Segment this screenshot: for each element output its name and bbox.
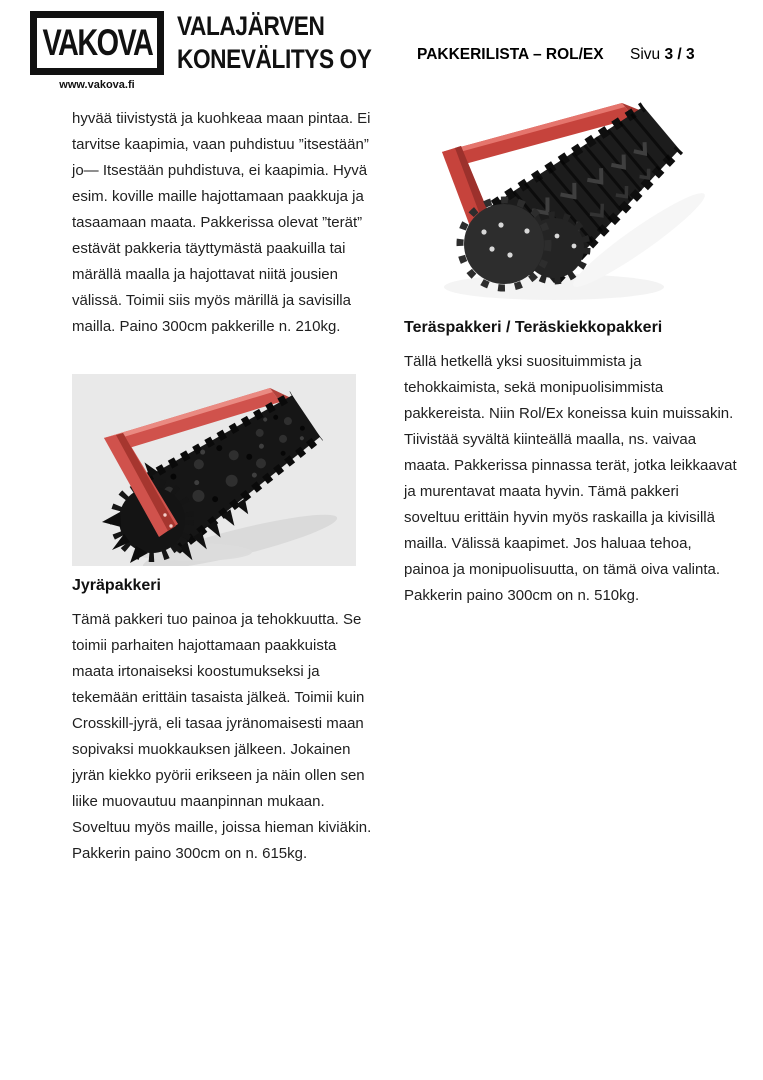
logo-website-url: www.vakova.fi [59, 79, 135, 91]
company-name [177, 10, 371, 76]
document-title: PAKKERILISTA – ROL/EX [417, 46, 604, 63]
company-name-line2: KONEVÄLITYS OY [177, 44, 372, 74]
page-indicator [630, 46, 695, 64]
teraspakkeri-photo-graphic [404, 95, 732, 310]
jyrapakkeri-photo [72, 374, 356, 566]
jyrapakkeri-paragraph: Tämä pakkeri tuo painoa ja tehokkuutta. Se toimii parhaiten hajottamaan paakkuista maata irtonaiseksi koostumukseksi ja tekemään erittäin tasaista jälkeä. Toimii kuin Crosskill-jyrä, eli tasaa jyränomaisesti maan sopivaksi muokkauksen jälkeen. Jokainen jyrän kiekko pyörii erikseen ja näin ollen sen liike muovautuu maanpinnan mukaan. Soveltuu myös maille, joissa hieman kiviäkin. Pakkerin paino 300cm on n. 615kg. [72, 611, 372, 862]
vakova-logo-text: VAKOVA [42, 22, 152, 63]
section-heading-jyrapakkeri: Jyräpakkeri [72, 577, 161, 594]
vakova-logo [30, 11, 164, 75]
teraspakkeri-photo [404, 95, 732, 310]
section-heading-teraspakkeri: Teräspakkeri / Teräskiekkopakkeri [404, 319, 663, 336]
teraspakkeri-paragraph: Tällä hetkellä yksi suosituimmista ja tehokkaimista, sekä monipuolisimmista pakkereista. Niin Rol/Ex koneissa kuin muissakin. Tiivistää syvältä kiinteällä maalla, ns. vaivaa maata. Pakkerissa pinnassa terät, jotka leikkaavat ja murentavat maata hyvin. Tämä pakkeri soveltuu erittäin hyvin myös raskailla ja kivisillä mailla. Välissä kaapimet. Jos haluaa tehoa, painoa ja monipuolisuutta, on tämä oiva valinta. Pakkerin paino 300cm on n. 510kg. [404, 353, 737, 604]
company-name-line1: VALAJÄRVEN [177, 11, 325, 41]
page-indicator-number: 3 / 3 [664, 46, 695, 63]
intro-paragraph: hyvää tiivistystä ja kuohkeaa maan pintaa. Ei tarvitse kaapimia, vaan puhdistuu ”itsestään” jo— Itsestään puhdistuva, ei kaapimia. Hyvä esim. koville maille hajottamaan paakkuja ja tasaamaan maata. Pakkerissa olevat ”terät” estävät pakkeria täyttymästä paakuilla tai märällä maalla ja hajottavat niitä jousien välissä. Toimii siis myös märillä ja savisilla mailla. Paino 300cm pakkerille n. 210kg. [72, 110, 371, 335]
page-indicator-label: Sivu [630, 46, 661, 63]
jyrapakkeri-photo-graphic [72, 374, 356, 566]
